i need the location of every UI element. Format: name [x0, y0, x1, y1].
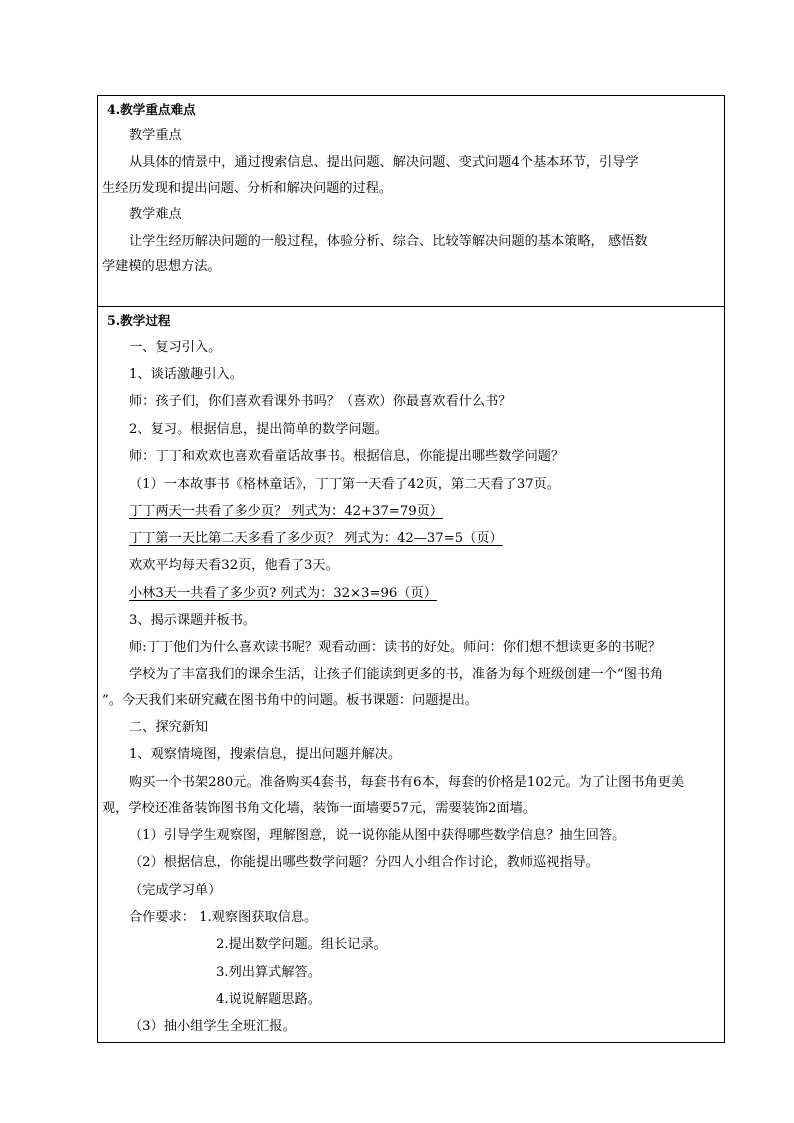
section-4-heading: 4.教学重点难点: [107, 102, 196, 117]
key-points-text-line1: 从具体的情景中，通过搜索信息、提出问题、解决问题、变式问题4个基本环节，引导学: [129, 155, 639, 170]
underlined-problem-line: 丁丁两天一共看了多少页？ 列式为：42+37=79页）: [129, 504, 444, 519]
requirement-item: 4.说说解题思路。: [216, 992, 321, 1007]
process-line: 师：丁丁和欢欢也喜欢看童话故事书。根据信息，你能提出哪些数学问题？: [129, 449, 565, 464]
process-line: 1、谈话激趣引入。: [129, 367, 243, 382]
key-points-text-line2: 生经历发现和提出问题、分析和解决问题的过程。: [102, 181, 393, 196]
underlined-problem-line: 小林3天一共看了多少页? 列式为：32×3=96（页）: [129, 586, 437, 601]
process-line: 观，学校还准备装饰图书角文化墙，装饰一面墙要57元，需要装饰2面墙。: [102, 801, 536, 816]
process-line: （1）引导学生观察图，理解图意，说一说你能从图中获得哪些数学信息？抽生回答。: [129, 828, 626, 843]
difficulties-label: 教学难点: [129, 207, 182, 222]
process-line: 1、观察情境图，搜索信息，提出问题并解决。: [129, 747, 402, 762]
process-line: （2）根据信息，你能提出哪些数学问题？分四人小组合作讨论，教师巡视指导。: [129, 855, 599, 870]
process-line: 购买一个书架280元。准备购买4套书，每套书有6本，每套的价格是102元。为了让图书角更美: [129, 775, 685, 790]
difficulties-text-line2: 学建模的思想方法。: [102, 259, 221, 274]
process-line: （1）一本故事书《格林童话》，丁丁第一天看了42页，第二天看了37页。: [129, 477, 560, 492]
process-line: 3、揭示课题并板书。: [129, 613, 257, 628]
process-line: 师：孩子们，你们喜欢看课外书吗？（喜欢）你最喜欢看什么书？: [129, 394, 512, 409]
difficulties-text-line1: 让学生经历解决问题的一般过程，体验分析、综合、比较等解决问题的基本策略， 感悟数: [129, 234, 648, 249]
process-line: （3）抽小组学生全班汇报。: [129, 1019, 296, 1034]
cooperation-requirements: 合作要求： 1.观察图获取信息。: [129, 910, 318, 925]
process-line: ”。今天我们来研究藏在图书角中的问题。板书课题：问题提出。: [102, 693, 478, 708]
underlined-problem-line: 丁丁第一天比第二天多看了多少页？ 列式为：42—37=5（页）: [129, 531, 503, 546]
requirement-item: 3.列出算式解答。: [216, 965, 321, 980]
section-5-heading: 5.教学过程: [107, 313, 171, 328]
process-line: 学校为了丰富我们的课余生活，让孩子们能读到更多的书，准备为每个班级创建一个“图书角: [129, 667, 664, 682]
key-points-label: 教学重点: [129, 128, 182, 143]
section-5-cell: [97, 306, 725, 1043]
process-line: （完成学习单）: [129, 883, 222, 898]
process-line: 欢欢平均每天看32页，他看了3天。: [129, 558, 339, 573]
process-line: 2、复习。根据信息，提出简单的数学问题。: [129, 422, 388, 437]
explore-heading: 二、探究新知: [129, 720, 209, 735]
review-intro-heading: 一、复习引入。: [129, 340, 222, 355]
process-line: 师:丁丁他们为什么喜欢读书呢？观看动画：读书的好处。师问：你们想不想读更多的书呢？: [129, 640, 661, 655]
requirement-item: 2.提出数学问题。组长记录。: [216, 937, 387, 952]
section-4-cell: [97, 95, 725, 307]
